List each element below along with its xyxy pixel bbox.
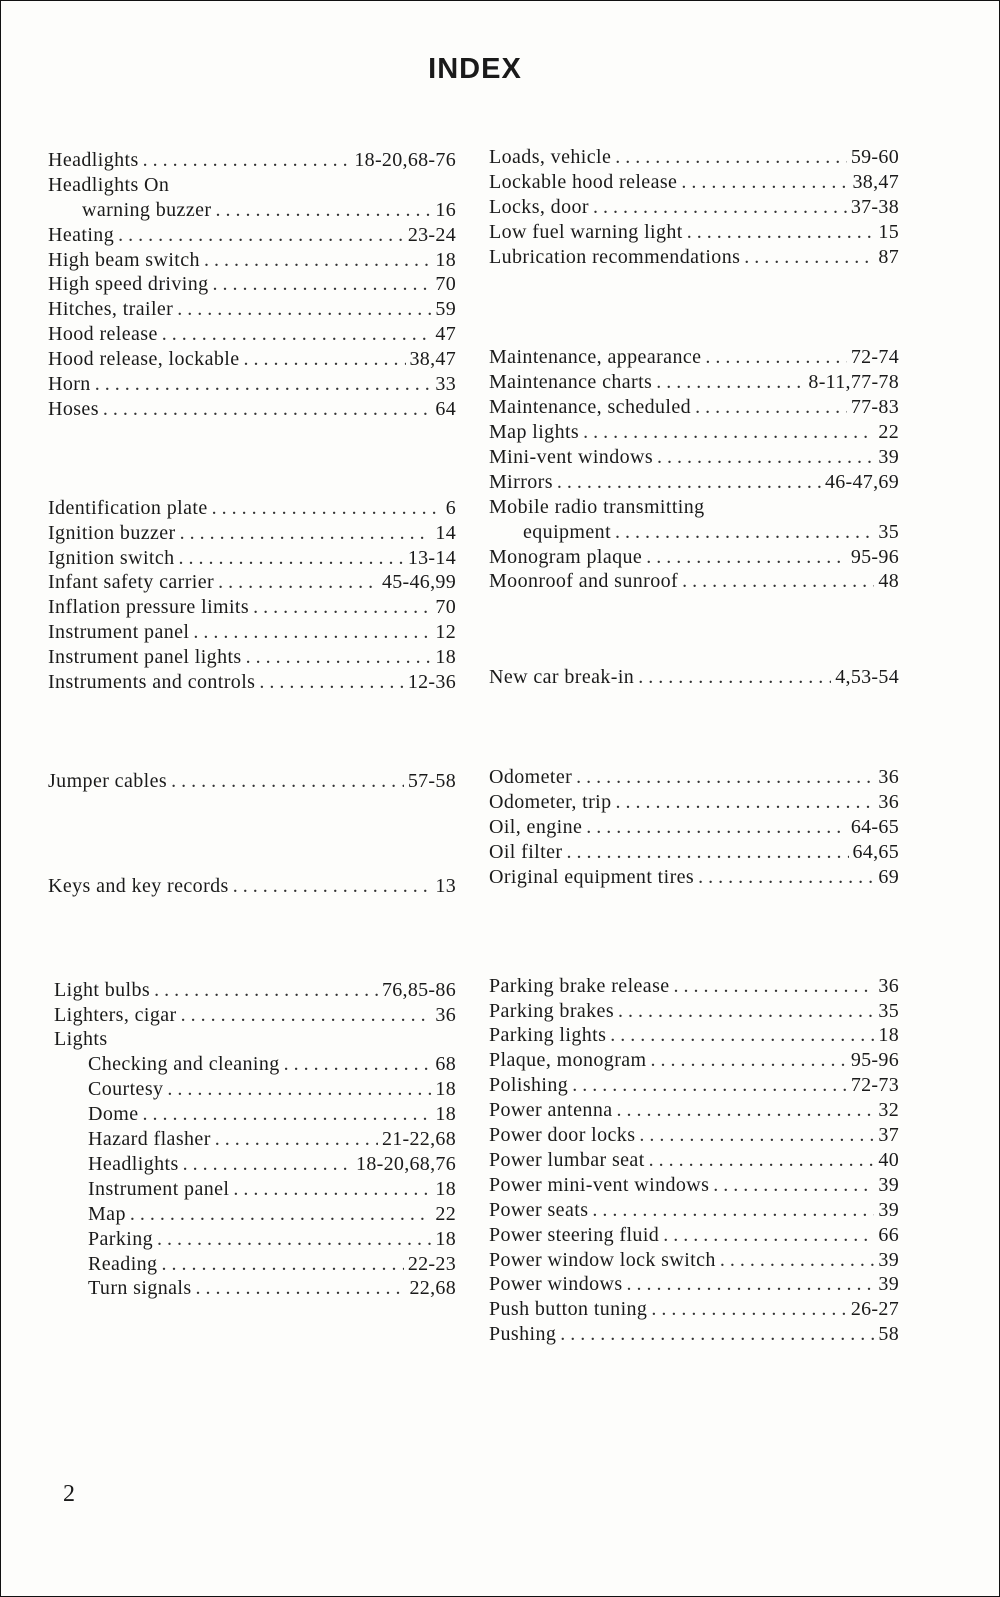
dot-leader	[616, 790, 875, 815]
entry-term: Hood release, lockable	[48, 348, 240, 371]
entry-pages: 16	[435, 198, 456, 221]
index-group-j	[48, 769, 456, 794]
dot-leader	[215, 198, 431, 223]
index-entry	[489, 1272, 899, 1297]
index-entry	[54, 978, 456, 1003]
index-subentry	[54, 1276, 456, 1301]
entry-pages: 45-46,99	[381, 571, 456, 594]
dot-leader	[212, 496, 442, 521]
dot-leader	[592, 1198, 874, 1223]
index-entry	[54, 1003, 456, 1028]
entry-pages: 87	[878, 245, 899, 268]
entry-term: Maintenance, appearance	[489, 346, 702, 369]
index-entry	[48, 620, 456, 645]
entry-pages: 18-20,68-76	[354, 149, 456, 171]
dot-leader	[171, 769, 404, 794]
dot-leader	[161, 1252, 403, 1277]
entry-pages: 12-36	[407, 671, 456, 694]
entry-term: Map	[88, 1202, 126, 1225]
entry-pages: 39	[878, 1273, 899, 1296]
index-subentry	[54, 1102, 456, 1127]
entry-pages: 36	[878, 974, 899, 997]
dot-leader	[259, 670, 403, 695]
entry-term: Plaque, monogram	[489, 1049, 647, 1072]
dot-leader	[142, 1102, 431, 1127]
entry-term: Mini-vent windows	[489, 446, 654, 469]
entry-pages: 36	[435, 1003, 456, 1026]
dot-leader	[618, 999, 874, 1024]
index-entry	[489, 1073, 899, 1098]
entry-term: Lights	[54, 1028, 108, 1051]
index-column-left	[48, 148, 456, 1301]
entry-term: Monogram plaque	[489, 545, 643, 568]
entry-term: warning buzzer	[82, 198, 212, 221]
index-entry	[489, 145, 899, 170]
index-entry	[48, 874, 456, 899]
entry-term: Power windows	[489, 1273, 623, 1296]
entry-term: Maintenance, scheduled	[489, 396, 692, 419]
entry-pages: 59-60	[850, 146, 899, 168]
index-subentry	[54, 1077, 456, 1102]
dot-leader	[118, 223, 404, 248]
entry-pages: 21-22,68	[381, 1128, 456, 1151]
index-entry	[489, 1048, 899, 1073]
dot-leader	[615, 520, 874, 545]
entry-pages: 18	[435, 1177, 456, 1200]
entry-term: Loads, vehicle	[489, 146, 612, 168]
entry-pages: 23-24	[407, 223, 456, 246]
dot-leader	[246, 645, 432, 670]
entry-pages: 95-96	[850, 1049, 899, 1072]
dot-leader	[284, 1052, 432, 1077]
dot-leader	[627, 1272, 875, 1297]
index-subentry	[54, 1152, 456, 1177]
entry-term: Courtesy	[88, 1078, 164, 1101]
entry-term: Instrument panel	[88, 1177, 230, 1200]
entry-term: Original equipment tires	[489, 865, 695, 888]
entry-pages: 26-27	[850, 1298, 899, 1321]
entry-pages: 58	[878, 1323, 899, 1346]
index-entry	[48, 595, 456, 620]
entry-pages: 64-65	[850, 816, 899, 839]
index-group-p	[489, 974, 899, 1347]
index-entry	[489, 569, 899, 594]
entry-term: Parking	[88, 1227, 154, 1250]
entry-pages: 6	[445, 496, 456, 519]
entry-term: Keys and key records	[48, 874, 229, 897]
index-group-h	[48, 148, 456, 422]
entry-term: Instruments and controls	[48, 671, 256, 694]
index-entry	[489, 520, 899, 545]
page-number: 2	[63, 1481, 75, 1507]
entry-pages: 48	[878, 570, 899, 593]
entry-pages: 64,65	[852, 840, 899, 863]
entry-term: Push button tuning	[489, 1298, 648, 1321]
entry-term: Instrument panel lights	[48, 646, 242, 669]
dot-leader	[162, 322, 432, 347]
entry-pages: 39	[878, 446, 899, 469]
entry-term: Headlights On	[48, 173, 170, 196]
entry-term: Moonroof and sunroof	[489, 570, 679, 593]
entry-term: Inflation pressure limits	[48, 596, 250, 619]
entry-pages: 39	[878, 1198, 899, 1221]
index-entry	[489, 815, 899, 840]
entry-term: Lockable hood release	[489, 170, 678, 193]
dot-leader	[560, 1322, 874, 1347]
dot-leader	[213, 272, 432, 297]
entry-pages: 36	[878, 766, 899, 789]
dot-leader	[204, 248, 431, 273]
entry-pages: 18	[878, 1024, 899, 1047]
dot-leader	[179, 546, 404, 571]
dot-leader	[583, 420, 874, 445]
entry-term: Odometer	[489, 766, 573, 789]
entry-term: Low fuel warning light	[489, 220, 683, 243]
entry-pages: 68	[435, 1053, 456, 1076]
dot-leader	[593, 195, 847, 220]
index-entry	[48, 496, 456, 521]
entry-pages: 59	[435, 298, 456, 321]
entry-term: Polishing	[489, 1074, 569, 1097]
dot-leader	[682, 569, 874, 594]
entry-term: Headlights	[88, 1152, 179, 1175]
dot-leader	[167, 1077, 431, 1102]
page-title: INDEX	[428, 53, 522, 85]
dot-leader	[576, 765, 874, 790]
dot-leader	[615, 145, 847, 170]
entry-pages: 57-58	[407, 769, 456, 792]
dot-leader	[244, 347, 406, 372]
index-entry	[489, 470, 899, 495]
entry-pages: 22-23	[407, 1252, 456, 1275]
index-entry	[48, 198, 456, 223]
index-entry	[489, 370, 899, 395]
index-entry	[48, 223, 456, 248]
index-entry	[489, 220, 899, 245]
entry-term: Power window lock switch	[489, 1248, 716, 1271]
entry-pages: 39	[878, 1173, 899, 1196]
index-entry	[489, 395, 899, 420]
entry-term: Hitches, trailer	[48, 298, 174, 321]
entry-term: Power lumbar seat	[489, 1148, 645, 1171]
entry-term: Reading	[88, 1252, 158, 1275]
dot-leader	[698, 865, 874, 890]
dot-leader	[180, 521, 432, 546]
entry-term: Turn signals	[88, 1277, 192, 1300]
entry-pages: 40	[878, 1148, 899, 1171]
entry-pages: 72-74	[850, 346, 899, 369]
dot-leader	[557, 470, 821, 495]
index-entry	[489, 1223, 899, 1248]
index-entry	[489, 1148, 899, 1173]
entry-term: equipment	[523, 520, 612, 543]
entry-term: Ignition buzzer	[48, 521, 176, 544]
dot-leader	[181, 1003, 432, 1028]
index-entry	[489, 495, 899, 520]
dot-leader	[713, 1173, 874, 1198]
entry-term: Jumper cables	[48, 769, 168, 792]
dot-leader	[744, 245, 874, 270]
index-entry	[489, 1297, 899, 1322]
index-entry	[489, 420, 899, 445]
entry-pages: 32	[878, 1099, 899, 1122]
entry-pages: 38,47	[409, 348, 456, 371]
entry-term: Ignition switch	[48, 546, 175, 569]
entry-pages: 72-73	[850, 1074, 899, 1097]
dot-leader	[646, 545, 847, 570]
index-entry	[489, 1123, 899, 1148]
dot-leader	[196, 1276, 406, 1301]
entry-term: Oil, engine	[489, 816, 583, 839]
index-subentry	[54, 1227, 456, 1252]
entry-pages: 77-83	[850, 396, 899, 419]
index-entry	[489, 765, 899, 790]
dot-leader	[233, 1177, 431, 1202]
entry-pages: 18-20,68,76	[356, 1152, 456, 1175]
dot-leader	[650, 1048, 846, 1073]
dot-leader	[218, 570, 378, 595]
dot-leader	[183, 1152, 352, 1177]
entry-pages: 39	[878, 1248, 899, 1271]
entry-pages: 35	[878, 520, 899, 543]
index-entry	[489, 245, 899, 270]
index-group-lo	[489, 145, 899, 269]
entry-pages: 22,68	[409, 1277, 456, 1300]
entry-term: Infant safety carrier	[48, 571, 215, 594]
entry-term: Power antenna	[489, 1099, 613, 1122]
index-entry	[48, 570, 456, 595]
entry-pages: 14	[435, 521, 456, 544]
entry-term: Oil filter	[489, 840, 563, 863]
entry-pages: 36	[878, 791, 899, 814]
entry-pages: 69	[878, 865, 899, 888]
entry-term: Dome	[88, 1103, 139, 1126]
index-entry	[489, 1198, 899, 1223]
dot-leader	[617, 1098, 875, 1123]
entry-pages: 22	[878, 421, 899, 444]
entry-pages: 33	[435, 373, 456, 396]
entry-pages: 66	[878, 1223, 899, 1246]
index-entry	[48, 546, 456, 571]
entry-pages: 70	[435, 596, 456, 619]
index-entry	[489, 445, 899, 470]
entry-term: Checking and cleaning	[88, 1053, 280, 1076]
index-entry	[48, 148, 456, 173]
dot-leader	[157, 1227, 431, 1252]
entry-term: Instrument panel	[48, 621, 190, 644]
entry-term: Heating	[48, 223, 115, 246]
entry-pages: 46-47,69	[824, 470, 899, 493]
index-entry	[48, 769, 456, 794]
dot-leader	[638, 665, 831, 690]
index-group-k	[48, 874, 456, 899]
index-group-m	[489, 345, 899, 594]
index-group-o	[489, 765, 899, 889]
dot-leader	[95, 372, 432, 397]
index-entry	[48, 670, 456, 695]
dot-leader	[687, 220, 875, 245]
dot-leader	[681, 170, 848, 195]
dot-leader	[154, 978, 378, 1003]
dot-leader	[695, 395, 847, 420]
entry-term: Mobile radio transmitting	[489, 495, 705, 518]
index-entry	[489, 1173, 899, 1198]
entry-term: Lighters, cigar	[54, 1003, 177, 1026]
index-entry	[489, 840, 899, 865]
entry-pages: 76,85-86	[381, 978, 456, 1001]
index-entry	[489, 865, 899, 890]
index-entry	[48, 272, 456, 297]
dot-leader	[253, 595, 431, 620]
entry-pages: 18	[435, 1078, 456, 1101]
entry-term: Locks, door	[489, 195, 589, 218]
index-entry	[489, 1023, 899, 1048]
dot-leader	[674, 974, 875, 999]
entry-term: New car break-in	[489, 666, 635, 689]
index-subentry	[54, 1202, 456, 1227]
entry-pages: 12	[435, 621, 456, 644]
index-entry	[48, 248, 456, 273]
entry-pages: 22	[435, 1202, 456, 1225]
entry-term: Parking brakes	[489, 999, 615, 1022]
entry-pages: 4,53-54	[835, 666, 899, 689]
index-entry	[489, 999, 899, 1024]
entry-term: Identification plate	[48, 496, 208, 519]
dot-leader	[657, 445, 874, 470]
dot-leader	[566, 840, 848, 865]
index-subentry	[54, 1177, 456, 1202]
dot-leader	[720, 1248, 875, 1273]
entry-term: Power steering fluid	[489, 1223, 660, 1246]
entry-term: High speed driving	[48, 273, 209, 296]
index-entry	[48, 347, 456, 372]
dot-leader	[663, 1223, 874, 1248]
index-group-l	[48, 978, 456, 1302]
entry-pages: 18	[435, 646, 456, 669]
dot-leader	[143, 148, 351, 173]
index-entry	[489, 665, 899, 690]
index-entry	[48, 322, 456, 347]
index-entry	[48, 645, 456, 670]
index-group-i	[48, 496, 456, 695]
index-group-n	[489, 665, 899, 690]
index-entry	[489, 1098, 899, 1123]
entry-pages: 35	[878, 999, 899, 1022]
entry-pages: 18	[435, 248, 456, 271]
entry-term: Light bulbs	[54, 978, 151, 1001]
entry-term: Hoses	[48, 397, 99, 420]
index-entry	[489, 1322, 899, 1347]
entry-term: Map lights	[489, 421, 580, 444]
index-entry	[489, 195, 899, 220]
index-entry	[489, 790, 899, 815]
dot-leader	[610, 1023, 874, 1048]
dot-leader	[572, 1073, 847, 1098]
entry-pages: 47	[435, 323, 456, 346]
entry-pages: 38,47	[852, 170, 899, 193]
index-entry	[489, 545, 899, 570]
entry-term: Hazard flasher	[88, 1128, 211, 1151]
entry-term: Parking brake release	[489, 974, 670, 997]
index-subentry	[54, 1252, 456, 1277]
index-entry	[48, 521, 456, 546]
index-entry	[489, 1248, 899, 1273]
index-entry	[489, 345, 899, 370]
index-subentry	[54, 1052, 456, 1077]
entry-term: Power door locks	[489, 1124, 636, 1147]
entry-term: Power mini-vent windows	[489, 1173, 710, 1196]
entry-term: Lubrication recommendations	[489, 245, 741, 268]
entry-term: Hood release	[48, 323, 158, 346]
dot-leader	[233, 874, 432, 899]
dot-leader	[193, 620, 431, 645]
entry-pages: 95-96	[850, 545, 899, 568]
index-entry	[54, 1027, 456, 1052]
entry-pages: 13	[435, 874, 456, 897]
entry-term: Pushing	[489, 1323, 557, 1346]
entry-term: Headlights	[48, 149, 139, 171]
entry-pages: 70	[435, 273, 456, 296]
entry-term: Maintenance charts	[489, 371, 653, 394]
index-entry	[48, 397, 456, 422]
entry-term: High beam switch	[48, 248, 200, 271]
dot-leader	[639, 1123, 874, 1148]
dot-leader	[586, 815, 847, 840]
entry-pages: 37	[878, 1124, 899, 1147]
entry-pages: 13-14	[407, 546, 456, 569]
entry-pages: 37-38	[850, 195, 899, 218]
dot-leader	[656, 370, 804, 395]
dot-leader	[103, 397, 432, 422]
index-entry	[489, 170, 899, 195]
index-entry	[48, 173, 456, 198]
entry-pages: 18	[435, 1227, 456, 1250]
entry-pages: 64	[435, 397, 456, 420]
dot-leader	[130, 1202, 432, 1227]
index-column-right	[489, 145, 899, 1347]
entry-term: Mirrors	[489, 470, 553, 493]
dot-leader	[215, 1127, 378, 1152]
dot-leader	[705, 345, 846, 370]
entry-term: Horn	[48, 373, 91, 396]
entry-term: Power seats	[489, 1198, 589, 1221]
dot-leader	[649, 1148, 875, 1173]
index-subentry	[54, 1127, 456, 1152]
dot-leader	[177, 297, 431, 322]
index-entry	[48, 372, 456, 397]
entry-term: Odometer, trip	[489, 791, 612, 814]
index-entry	[48, 297, 456, 322]
entry-pages: 8-11,77-78	[808, 371, 899, 394]
dot-leader	[651, 1297, 846, 1322]
entry-pages: 15	[878, 220, 899, 243]
entry-term: Parking lights	[489, 1024, 607, 1047]
index-entry	[489, 974, 899, 999]
entry-pages: 18	[435, 1103, 456, 1126]
